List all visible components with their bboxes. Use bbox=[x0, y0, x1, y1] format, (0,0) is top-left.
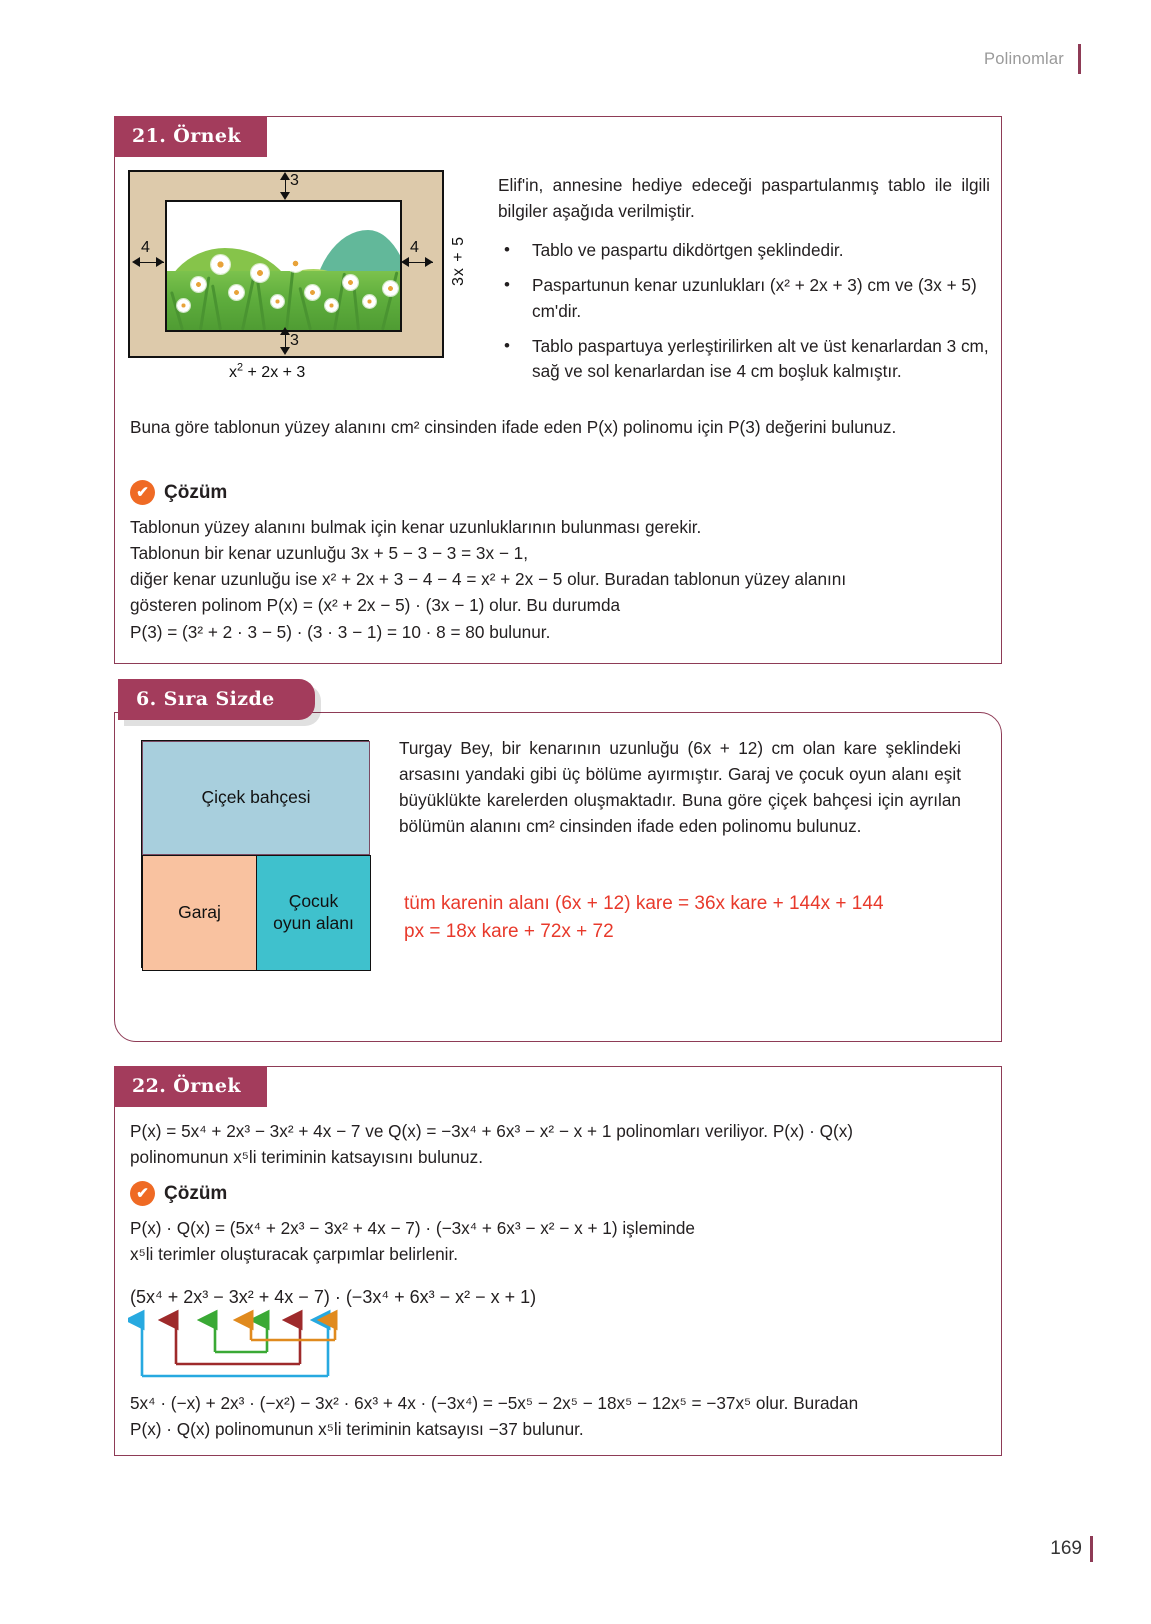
frame-width-label: $x^2 + 2x + 3$ bbox=[229, 361, 306, 381]
running-head-title: Polinomlar bbox=[984, 49, 1064, 68]
left-gap-arrowhead-left bbox=[132, 257, 140, 267]
check-circle-icon: ✔ bbox=[130, 480, 155, 505]
example-22-expression: (5x⁴ + 2x³ − 3x² + 4x − 7) · (−3x⁴ + 6x³ − x² − x + 1) bbox=[130, 1287, 537, 1307]
example-21-tag-wrap bbox=[114, 116, 267, 157]
left-gap-arrowhead-right bbox=[156, 257, 164, 267]
sira-sizde-6-tag: 6. Sıra Sizde bbox=[118, 679, 315, 720]
example-21-bullet: • Tablo paspartuya yerleştirilirken alt ve üst kenarlardan 3 cm, sağ ve sol kenarlardan ise 4 cm boşluk kalmıştır. bbox=[498, 334, 990, 386]
example-21-solution-body bbox=[130, 514, 990, 645]
running-head-rule bbox=[1078, 44, 1081, 74]
daisy-flower bbox=[271, 295, 284, 308]
example-22-solution-line: x⁵li terimler oluşturacak çarpımlar belirlenir. bbox=[130, 1244, 459, 1265]
example-21-solution-line: gösteren polinom P(x) = (x² + 2x − 5) · (3x − 1) olur. Bu durumda bbox=[130, 595, 621, 616]
right-gap-arrowhead-right bbox=[425, 257, 433, 267]
daisy-flower bbox=[343, 275, 358, 290]
example-22-final-line: 5x⁴ · (−x) + 2x³ · (−x²) − 3x² · 6x³ + 4x · (−3x⁴) = −5x⁵ − 2x⁵ − 18x⁵ − 12x⁵ = −37x⁵ olur. Buradan bbox=[130, 1393, 859, 1413]
top-gap-arrowhead-up bbox=[280, 172, 290, 180]
daisy-flower bbox=[383, 281, 398, 296]
plot-label-flower-garden: Çiçek bahçesi bbox=[201, 787, 311, 808]
example-21-solution-header bbox=[130, 480, 227, 505]
example-21-solution-label: Çözüm bbox=[164, 481, 228, 503]
running-head bbox=[984, 44, 1081, 74]
plot-label-playground-line1: Çocuk bbox=[288, 891, 339, 912]
pairing-arrows-figure bbox=[128, 1308, 598, 1398]
example-22-question-line: polinomunun x⁵li teriminin katsayısını bulunuz. bbox=[130, 1147, 483, 1168]
example-21-solution-line: Tablonun bir kenar uzunluğu 3x + 5 − 3 − 3 = 3x − 1, bbox=[130, 543, 528, 564]
example-21-solution-line: diğer kenar uzunluğu ise x² + 2x + 3 − 4 − 4 = x² + 2x − 5 olur. Buradan tablonun yüzey alanını bbox=[130, 569, 847, 590]
plot-cell-flower-garden bbox=[142, 741, 370, 855]
right-gap-label: 4 bbox=[410, 239, 419, 256]
example-21-question: Buna göre tablonun yüzey alanını cm² cinsinden ifade eden P(x) polinomu için P(3) değerini bulunuz. bbox=[130, 417, 897, 437]
sira-sizde-6-answer bbox=[404, 890, 974, 945]
example-21-solution-line: Tablonun yüzey alanını bulmak için kenar uzunluklarının bulunması gerekir. bbox=[130, 517, 702, 537]
pairing-arrows-svg bbox=[128, 1308, 598, 1398]
daisy-flower bbox=[287, 255, 304, 272]
example-22-final-line: P(x) · Q(x) polinomunun x⁵li teriminin katsayısı −37 bulunur. bbox=[130, 1419, 584, 1440]
example-21-bullet-list bbox=[498, 238, 990, 385]
example-22-question bbox=[130, 1118, 988, 1170]
sira-sizde-6-tag-wrap bbox=[118, 679, 315, 720]
check-circle-icon: ✔ bbox=[130, 1181, 155, 1206]
right-gap-arrowhead-left bbox=[401, 257, 409, 267]
example-21-bullet: • Paspartunun kenar uzunlukları (x² + 2x + 3) cm ve (3x + 5) cm'dir. bbox=[498, 273, 990, 325]
sira-sizde-6-answer-line: px = 18x kare + 72x + 72 bbox=[404, 920, 614, 942]
daisy-flower bbox=[211, 255, 230, 274]
example-22-final bbox=[130, 1390, 990, 1442]
land-plot-diagram bbox=[141, 740, 369, 968]
daisy-flower bbox=[191, 277, 206, 292]
bottom-gap-arrowhead-up bbox=[280, 327, 290, 335]
example-22-solution-header bbox=[130, 1181, 227, 1206]
example-22-solution-body bbox=[130, 1215, 990, 1267]
plot-cell-playground bbox=[256, 855, 371, 971]
example-21-bullet: • Tablo ve paspartu dikdörtgen şeklindedir. bbox=[498, 238, 990, 264]
example-22-tag: 22. Örnek bbox=[114, 1066, 267, 1107]
top-gap-arrowhead-down bbox=[280, 192, 290, 200]
plot-label-garage: Garaj bbox=[178, 902, 221, 923]
bottom-gap-arrowhead-down bbox=[280, 347, 290, 355]
bottom-gap-label: 3 bbox=[290, 332, 299, 349]
plot-label-playground-line2: oyun alanı bbox=[273, 913, 354, 933]
example-22-solution-line: P(x) · Q(x) = (5x⁴ + 2x³ − 3x² + 4x − 7) · (−3x⁴ + 6x³ − x² − x + 1) işleminde bbox=[130, 1218, 695, 1238]
frame-height-label: 3x + 5 bbox=[450, 236, 467, 287]
example-22-tag-wrap bbox=[114, 1066, 267, 1107]
daisy-flower bbox=[325, 299, 338, 312]
left-gap-label: 4 bbox=[141, 239, 150, 256]
top-gap-label: 3 bbox=[290, 172, 299, 189]
example-22-solution-label: Çözüm bbox=[164, 1182, 228, 1204]
plot-cell-garage bbox=[142, 855, 257, 971]
daisy-flower bbox=[363, 295, 376, 308]
example-21-tag: 21. Örnek bbox=[114, 116, 267, 157]
daisy-flower bbox=[305, 285, 320, 300]
daisy-flower bbox=[251, 264, 269, 282]
example-21-solution-line: P(3) = (3² + 2 · 3 − 5) · (3 · 3 − 1) = 10 · 8 = 80 bulunur. bbox=[130, 621, 551, 642]
example-21-right-column bbox=[498, 172, 990, 394]
example-21-intro: Elif'in, annesine hediye edeceği paspartulanmış tablo ile ilgili bilgiler aşağıda verilmiştir. bbox=[498, 175, 990, 222]
page-number: 169 bbox=[1050, 1538, 1082, 1559]
page-number-rule bbox=[1090, 1536, 1093, 1562]
painting-photo bbox=[165, 200, 402, 332]
sira-sizde-6-question: Turgay Bey, bir kenarının uzunluğu (6x + 12) cm olan kare şeklindeki arsasını yandaki gibi üç bölüme ayırmıştır. Garaj ve çocuk oyun alanı eşit büyüklükte karelerden oluşmaktadır. Buna göre çiçek bahçesi için ayrılan bölümün alanını cm² cinsinden ifade eden polinomu bulunuz. bbox=[399, 738, 961, 837]
page-number-block bbox=[1050, 1536, 1093, 1562]
example-22-question-line: P(x) = 5x⁴ + 2x³ − 3x² + 4x − 7 ve Q(x) = −3x⁴ + 6x³ − x² − x + 1 polinomları veriliyor. P(x) · Q(x) bbox=[130, 1121, 854, 1141]
daisy-flower bbox=[229, 285, 244, 300]
sira-sizde-6-answer-line: tüm karenin alanı (6x + 12) kare = 36x kare + 144x + 144 bbox=[404, 893, 884, 914]
daisy-flower bbox=[177, 299, 190, 312]
